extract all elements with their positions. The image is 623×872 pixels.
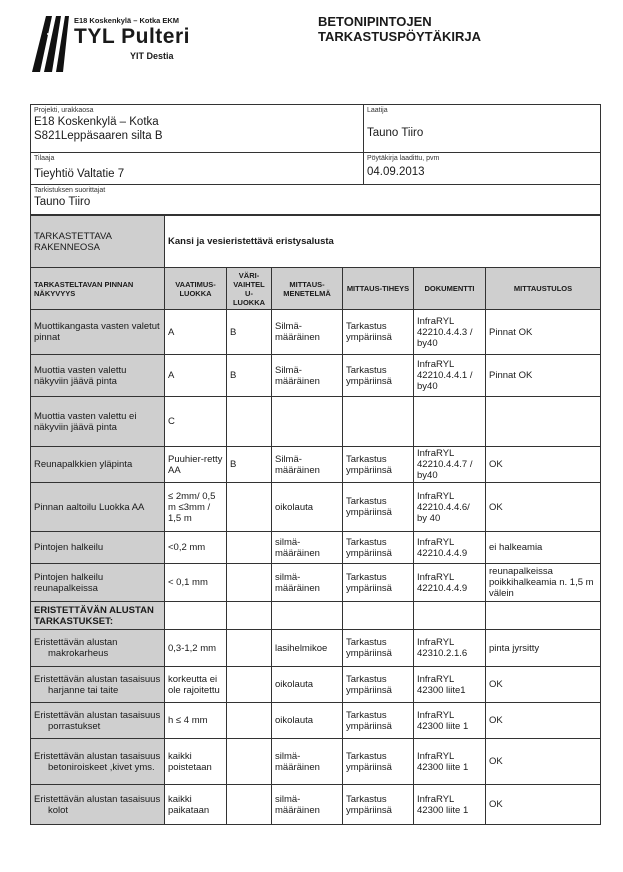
col-document: DOKUMENTTI bbox=[414, 268, 486, 310]
row2-surface bbox=[31, 630, 165, 667]
table-row bbox=[31, 667, 601, 703]
row-surface: Pinnan aaltoilu Luokka AA bbox=[31, 483, 165, 532]
row2-result: OK bbox=[486, 667, 601, 703]
row-result: Pinnat OK bbox=[486, 355, 601, 397]
row-var bbox=[227, 397, 272, 447]
row-class: Puuhier-retty AA bbox=[165, 447, 227, 483]
row2-var bbox=[227, 739, 272, 785]
row2-class: kaikki paikataan bbox=[165, 785, 227, 825]
row2-class: 0,3-1,2 mm bbox=[165, 630, 227, 667]
row2-density: Tarkastus ympäriinsä bbox=[343, 630, 414, 667]
row2-surface-main: Eristettävän alustan tasaisuus bbox=[34, 673, 161, 685]
row-class: C bbox=[165, 397, 227, 447]
col-class: VAATIMUS-LUOKKA bbox=[165, 268, 227, 310]
section2-title-1: ERISTETTÄVÄN ALUSTAN bbox=[34, 604, 154, 616]
row2-doc: InfraRYL 42310.2.1.6 bbox=[414, 630, 486, 667]
client-value: Tieyhtiö Valtatie 7 bbox=[34, 168, 125, 180]
author-value: Tauno Tiiro bbox=[367, 127, 424, 139]
row2-result: OK bbox=[486, 739, 601, 785]
row-class: < 0,1 mm bbox=[165, 564, 227, 602]
row-doc: InfraRYL 42210.4.4.6/ by 40 bbox=[414, 483, 486, 532]
table-row bbox=[31, 532, 601, 564]
row-method: Silmä-määräinen bbox=[272, 355, 343, 397]
row2-doc: InfraRYL 42300 liite 1 bbox=[414, 785, 486, 825]
row2-surface-sub: kolot bbox=[48, 804, 69, 816]
row-var: B bbox=[227, 447, 272, 483]
title-line-2: TARKASTUSPÖYTÄKIRJA bbox=[318, 29, 481, 44]
row-doc: InfraRYL 42210.4.4.7 / by40 bbox=[414, 447, 486, 483]
row2-var bbox=[227, 630, 272, 667]
col-result: MITTAUSTULOS bbox=[486, 268, 601, 310]
project-label: Projekti, urakkaosa bbox=[34, 107, 94, 114]
document-title bbox=[318, 14, 481, 44]
row-doc: InfraRYL 42210.4.4.3 / by40 bbox=[414, 310, 486, 355]
row2-surface bbox=[31, 667, 165, 703]
col-surface: TARKASTELTAVAN PINNAN NÄKYVYYS bbox=[31, 268, 165, 310]
row-density bbox=[343, 397, 414, 447]
row2-surface bbox=[31, 739, 165, 785]
row-result: ei halkeamia bbox=[486, 532, 601, 564]
table-row bbox=[31, 703, 601, 739]
row2-density: Tarkastus ympäriinsä bbox=[343, 667, 414, 703]
row-class: <0,2 mm bbox=[165, 532, 227, 564]
row2-surface bbox=[31, 785, 165, 825]
row-density: Tarkastus ympäriinsä bbox=[343, 564, 414, 602]
col-var-class: VÄRI-VAIHTEL U-LUOKKA bbox=[227, 268, 272, 310]
row-density: Tarkastus ympäriinsä bbox=[343, 310, 414, 355]
author-cell bbox=[364, 105, 601, 153]
row-surface: Reunapalkkien yläpinta bbox=[31, 447, 165, 483]
client-label: Tilaaja bbox=[34, 155, 55, 162]
structure-label-cell bbox=[31, 216, 165, 268]
date-cell bbox=[364, 153, 601, 185]
row2-surface-main: Eristettävän alustan tasaisuus bbox=[34, 750, 161, 762]
table-row bbox=[31, 564, 601, 602]
row2-surface bbox=[31, 703, 165, 739]
row-doc: InfraRYL 42210.4.4.9 bbox=[414, 532, 486, 564]
date-value: 04.09.2013 bbox=[367, 166, 425, 178]
row-doc: InfraRYL 42210.4.4.9 bbox=[414, 564, 486, 602]
row-method: silmä-määräinen bbox=[272, 532, 343, 564]
row2-surface-sub: betoniroiskeet ,kivet yms. bbox=[48, 761, 155, 773]
row-surface: Muottia vasten valettu ei näkyviin jäävä pinta bbox=[31, 397, 165, 447]
row-class: ≤ 2mm/ 0,5 m ≤3mm / 1,5 m bbox=[165, 483, 227, 532]
section-heading-row bbox=[31, 602, 601, 630]
row-surface: Pintojen halkeilu reunapalkeissa bbox=[31, 564, 165, 602]
row2-surface-sub: porrastukset bbox=[48, 720, 101, 732]
section2-title bbox=[31, 602, 165, 630]
row2-var bbox=[227, 785, 272, 825]
row2-class: h ≤ 4 mm bbox=[165, 703, 227, 739]
table-row bbox=[31, 739, 601, 785]
inspection-table bbox=[30, 215, 601, 825]
table-row bbox=[31, 355, 601, 397]
table-row bbox=[31, 447, 601, 483]
row-var bbox=[227, 532, 272, 564]
row-surface: Muottia vasten valettu näkyviin jäävä pinta bbox=[31, 355, 165, 397]
row2-var bbox=[227, 703, 272, 739]
col-method: MITTAUS-MENETELMÄ bbox=[272, 268, 343, 310]
row2-surface-sub: makrokarheus bbox=[48, 648, 109, 659]
row2-surface-main: Eristettävän alustan bbox=[34, 637, 118, 648]
row2-doc: InfraRYL 42300 liite 1 bbox=[414, 703, 486, 739]
inspector-cell bbox=[31, 185, 601, 215]
project-line-2: S821Leppäsaaren silta B bbox=[34, 130, 163, 142]
section2-title-2: TARKASTUKSET: bbox=[34, 615, 113, 627]
row2-method: lasihelmikoe bbox=[272, 630, 343, 667]
row2-method: oikolauta bbox=[272, 667, 343, 703]
row2-result: OK bbox=[486, 703, 601, 739]
row-method: Silmä-määräinen bbox=[272, 310, 343, 355]
row2-surface-main: Eristettävän alustan tasaisuus bbox=[34, 709, 161, 721]
structure-label-2: RAKENNEOSA bbox=[34, 241, 100, 253]
table-row bbox=[31, 785, 601, 825]
table-row bbox=[31, 630, 601, 667]
row2-method: silmä-määräinen bbox=[272, 785, 343, 825]
row2-doc: InfraRYL 42300 liite1 bbox=[414, 667, 486, 703]
logo-main-text: TYL Pulteri bbox=[74, 25, 190, 48]
row-surface: Muottikangasta vasten valetut pinnat bbox=[31, 310, 165, 355]
row-var bbox=[227, 483, 272, 532]
row-method: silmä-määräinen bbox=[272, 564, 343, 602]
row-method: oikolauta bbox=[272, 483, 343, 532]
info-table bbox=[30, 104, 601, 215]
project-cell bbox=[31, 105, 364, 153]
row-var: B bbox=[227, 310, 272, 355]
tyl-pulteri-logo bbox=[30, 14, 200, 74]
row2-density: Tarkastus ympäriinsä bbox=[343, 739, 414, 785]
row2-surface-sub: harjanne tai taite bbox=[48, 684, 119, 696]
row2-class: kaikki poistetaan bbox=[165, 739, 227, 785]
col-density: MITTAUS-TIHEYS bbox=[343, 268, 414, 310]
row-class: A bbox=[165, 355, 227, 397]
row-doc: InfraRYL 42210.4.4.1 / by40 bbox=[414, 355, 486, 397]
table-row bbox=[31, 397, 601, 447]
row-var: B bbox=[227, 355, 272, 397]
row2-var bbox=[227, 667, 272, 703]
row2-density: Tarkastus ympäriinsä bbox=[343, 703, 414, 739]
row2-doc: InfraRYL 42300 liite 1 bbox=[414, 739, 486, 785]
inspector-value: Tauno Tiiro bbox=[34, 196, 91, 208]
row-method: Silmä-määräinen bbox=[272, 447, 343, 483]
row-result: OK bbox=[486, 447, 601, 483]
row-result: reunapalkeissa poikkihalkeamia n. 1,5 m välein bbox=[486, 564, 601, 602]
row-result: OK bbox=[486, 483, 601, 532]
row-method bbox=[272, 397, 343, 447]
table-row bbox=[31, 310, 601, 355]
row-result bbox=[486, 397, 601, 447]
author-label: Laatija bbox=[367, 107, 388, 114]
row-density: Tarkastus ympäriinsä bbox=[343, 483, 414, 532]
row2-class: korkeutta ei ole rajoitettu bbox=[165, 667, 227, 703]
row-doc bbox=[414, 397, 486, 447]
row-density: Tarkastus ympäriinsä bbox=[343, 532, 414, 564]
client-cell bbox=[31, 153, 364, 185]
row2-density: Tarkastus ympäriinsä bbox=[343, 785, 414, 825]
row-density: Tarkastus ympäriinsä bbox=[343, 355, 414, 397]
logo-sub-text: YIT Destia bbox=[130, 51, 174, 61]
project-line-1: E18 Koskenkylä – Kotka bbox=[34, 116, 159, 128]
row2-method: silmä-määräinen bbox=[272, 739, 343, 785]
structure-label-1: TARKASTETTAVA bbox=[34, 230, 112, 242]
row2-result: OK bbox=[486, 785, 601, 825]
table-row bbox=[31, 483, 601, 532]
row-var bbox=[227, 564, 272, 602]
title-line-1: BETONIPINTOJEN bbox=[318, 14, 432, 29]
row-class: A bbox=[165, 310, 227, 355]
row2-method: oikolauta bbox=[272, 703, 343, 739]
road-logo-icon bbox=[30, 14, 70, 72]
row-density: Tarkastus ympäriinsä bbox=[343, 447, 414, 483]
row-result: Pinnat OK bbox=[486, 310, 601, 355]
row-surface: Pintojen halkeilu bbox=[31, 532, 165, 564]
logo-top-text: E18 Koskenkylä – Kotka EKM bbox=[74, 16, 180, 25]
row2-result: pinta jyrsitty bbox=[486, 630, 601, 667]
date-label: Pöytäkirja laadittu, pvm bbox=[367, 155, 440, 162]
inspector-label: Tarkistuksen suorittajat bbox=[34, 187, 106, 194]
structure-value: Kansi ja vesieristettävä eristysalusta bbox=[165, 216, 601, 268]
row2-surface-main: Eristettävän alustan tasaisuus bbox=[34, 793, 161, 805]
